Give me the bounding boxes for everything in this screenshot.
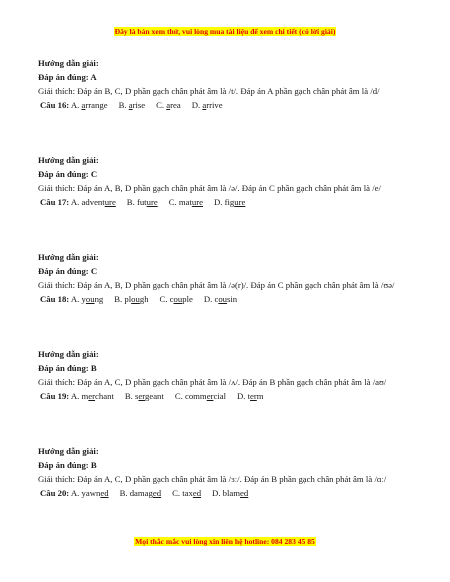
option-letter: A.	[70, 197, 80, 207]
option-letter: D.	[236, 391, 246, 401]
option-underlined-part: ed	[192, 488, 202, 498]
explanation-text: Giải thích: Đáp án A, B, D phần gạch chân phát âm là /ə(r)/. Đáp án C phần gạch chân phát âm là /ʊə/	[38, 280, 395, 290]
explanation-text: Giải thích: Đáp án A, C, D phần gạch chân phát âm là /ʌ/. Đáp án B phần gạch chân phát âm là /aʊ/	[38, 377, 387, 387]
option-letter: C.	[168, 197, 177, 207]
option-word-start: comm	[184, 391, 207, 401]
option-letter: A.	[70, 294, 80, 304]
answer-block	[38, 153, 420, 250]
option-word-end: gh	[139, 294, 149, 304]
document-body	[38, 56, 420, 541]
option-word-end: geant	[145, 391, 164, 401]
preview-notice-text: Đây là bản xem thử, vui lòng mua tài liệu để xem chi tiết (có lời giải)	[114, 27, 336, 36]
guide-heading: Hướng dẫn giải:	[38, 349, 99, 359]
answer-option	[175, 391, 226, 401]
option-word-start: t	[247, 391, 251, 401]
answer-option	[237, 391, 264, 401]
answer-option	[114, 294, 148, 304]
question-line	[40, 195, 420, 209]
option-word-start: m	[81, 391, 89, 401]
option-underlined-part: ed	[240, 488, 249, 498]
explanation-text: Giải thích: Đáp án B, C, D phần gạch chân phát âm là /t/. Đáp án A phần gạch chân phát âm là /d/	[38, 86, 380, 96]
answer-option	[71, 100, 108, 110]
option-underlined-part: er	[138, 391, 145, 401]
option-underlined-part: ou	[131, 294, 140, 304]
answer-block	[38, 347, 420, 444]
explanation-text: Giải thích: Đáp án A, B, D phần gạch chân phát âm là /ə/. Đáp án C phần gạch chân phát âm là /e/	[38, 183, 381, 193]
guide-heading: Hướng dẫn giải:	[38, 252, 99, 262]
option-underlined-part: ure	[191, 197, 203, 207]
option-word-end: m	[256, 391, 264, 401]
answer-option	[127, 197, 158, 207]
option-word-start: fut	[136, 197, 147, 207]
question-number: Câu 17:	[40, 197, 70, 207]
option-word-end: sin	[227, 294, 238, 304]
option-letter: C.	[156, 100, 165, 110]
correct-answer: Đáp án đúng: B	[38, 363, 97, 373]
option-word-start: pl	[124, 294, 132, 304]
option-underlined-part: ou	[85, 294, 95, 304]
answer-option	[71, 391, 114, 401]
option-word-start: s	[135, 391, 139, 401]
option-word-start: tax	[182, 488, 193, 498]
correct-answer: Đáp án đúng: C	[38, 266, 98, 276]
answer-option	[169, 197, 203, 207]
option-underlined-part: ou	[218, 294, 228, 304]
option-letter: B.	[119, 488, 128, 498]
option-letter: D.	[213, 197, 223, 207]
option-letter: D.	[191, 100, 201, 110]
answer-option	[212, 488, 248, 498]
option-word-end: rrange	[85, 100, 108, 110]
option-underlined-part: ed	[152, 488, 162, 498]
option-letter: B.	[114, 294, 123, 304]
preview-notice-banner	[0, 27, 450, 37]
option-underlined-part: a	[166, 100, 171, 110]
answer-option	[119, 100, 146, 110]
guide-heading: Hướng dẫn giải:	[38, 155, 99, 165]
question-number: Câu 19:	[40, 391, 70, 401]
answer-option	[71, 294, 103, 304]
guide-heading: Hướng dẫn giải:	[38, 58, 99, 68]
option-letter: C.	[174, 391, 183, 401]
answer-option	[204, 294, 237, 304]
question-line	[40, 98, 420, 112]
answer-option	[125, 391, 164, 401]
answer-option	[71, 488, 109, 498]
option-letter: B.	[124, 391, 133, 401]
option-word-start: c	[214, 294, 219, 304]
answer-option	[160, 294, 193, 304]
correct-answer: Đáp án đúng: B	[38, 460, 97, 470]
question-number: Câu 20:	[40, 488, 70, 498]
option-word-start: advent	[81, 197, 105, 207]
option-letter: C.	[172, 488, 181, 498]
answer-option	[214, 197, 245, 207]
question-line	[40, 486, 420, 500]
option-letter: B.	[126, 197, 135, 207]
hotline-banner	[0, 537, 450, 547]
option-underlined-part: ou	[173, 294, 183, 304]
option-underlined-part: a	[81, 100, 86, 110]
option-word-end: cial	[213, 391, 226, 401]
option-underlined-part: ure	[104, 197, 116, 207]
explanation-text: Giải thích: Đáp án A, C, D phần gạch chân phát âm là /ɜː/. Đáp án B phần gạch chân phát âm là /ɑː/	[38, 474, 387, 484]
option-letter: A.	[70, 100, 80, 110]
option-underlined-part: ed	[100, 488, 109, 498]
option-word-end: rise	[132, 100, 146, 110]
answer-block	[38, 250, 420, 347]
answer-block	[38, 444, 420, 541]
option-letter: C.	[159, 294, 168, 304]
option-word-start: c	[169, 294, 174, 304]
option-word-end: rrive	[206, 100, 223, 110]
option-underlined-part: a	[202, 100, 207, 110]
option-word-start: yawn	[81, 488, 101, 498]
option-letter: B.	[118, 100, 127, 110]
option-word-end: chant	[95, 391, 114, 401]
answer-option	[156, 100, 181, 110]
option-letter: D.	[203, 294, 213, 304]
option-word-start: fig	[224, 197, 235, 207]
option-underlined-part: er	[206, 391, 214, 401]
answer-option	[192, 100, 223, 110]
option-word-end: rea	[170, 100, 181, 110]
answer-option	[172, 488, 201, 498]
option-underlined-part: ure	[146, 197, 158, 207]
answer-option	[71, 197, 116, 207]
option-word-end: ple	[182, 294, 193, 304]
option-letter: A.	[70, 391, 80, 401]
question-number: Câu 16:	[40, 100, 70, 110]
question-line	[40, 389, 420, 403]
option-word-end: ng	[94, 294, 104, 304]
hotline-text: Mọi thắc mắc vui lòng xin liên hệ hotline: 084 283 45 85	[135, 537, 315, 546]
question-number: Câu 18:	[40, 294, 70, 304]
answer-option	[120, 488, 162, 498]
question-line	[40, 292, 420, 306]
option-word-start: y	[81, 294, 86, 304]
option-letter: D.	[212, 488, 221, 498]
answer-block	[38, 56, 420, 153]
guide-heading: Hướng dẫn giải:	[38, 446, 99, 456]
option-underlined-part: ure	[234, 197, 246, 207]
option-underlined-part: er	[250, 391, 257, 401]
option-word-start: damag	[129, 488, 153, 498]
option-underlined-part: a	[128, 100, 133, 110]
correct-answer: Đáp án đúng: A	[38, 72, 97, 82]
option-letter: A.	[70, 488, 80, 498]
option-word-start: mat	[178, 197, 192, 207]
correct-answer: Đáp án đúng: C	[38, 169, 98, 179]
option-word-start: blam	[222, 488, 241, 498]
option-underlined-part: er	[88, 391, 96, 401]
